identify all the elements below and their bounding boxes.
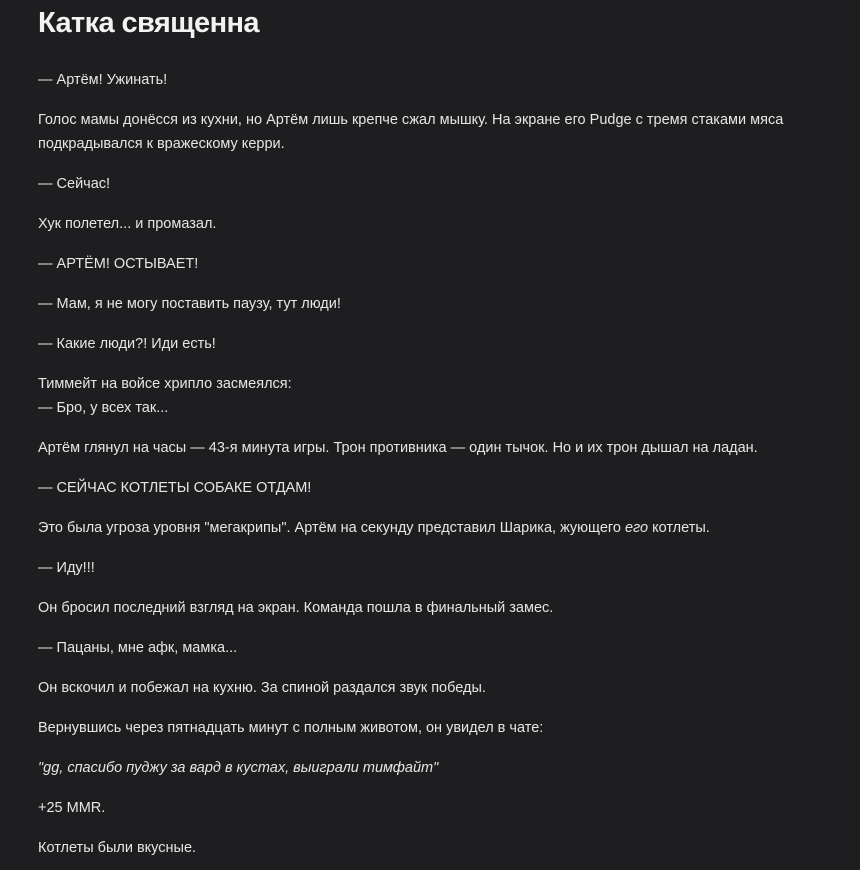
story-paragraph-14: — Пацаны, мне афк, мамка... — [38, 640, 238, 656]
story-paragraph-8-line-1: Тиммейт на войсе хрипло засмеялся: — [38, 376, 292, 392]
story-paragraph-9: Артём глянул на часы — 43-я минута игры. Трон противника — один тычок. Но и их трон дышал на ладан. — [38, 440, 758, 456]
story-paragraph-8-line-2: — Бро, у всех так... — [38, 400, 169, 416]
story-title: Катка священна — [38, 7, 259, 39]
story-paragraph-13: Он бросил последний взгляд на экран. Команда пошла в финальный замес. — [38, 600, 554, 616]
story-paragraph-18: +25 MMR. — [38, 800, 106, 816]
story-paragraph-11 — [38, 516, 818, 540]
story-paragraph-5: — АРТЁМ! ОСТЫВАЕТ! — [38, 256, 199, 272]
story-paragraph-11-before: Это была угроза уровня "мегакрипы". Артём на секунду представил Шарика, жующего — [38, 520, 625, 536]
story-paragraph-7: — Какие люди?! Иди есть! — [38, 336, 216, 352]
story-paragraph-3: — Сейчас! — [38, 176, 111, 192]
story-paragraph-4: Хук полетел... и промазал. — [38, 216, 217, 232]
story-paragraph-15: Он вскочил и побежал на кухню. За спиной раздался звук победы. — [38, 680, 486, 696]
story-paragraph-16: Вернувшись через пятнадцать минут с полным животом, он увидел в чате: — [38, 720, 544, 736]
story-paragraph-6: — Мам, я не могу поставить паузу, тут люди! — [38, 296, 341, 312]
story-paragraph-11-emphasis: его — [624, 520, 649, 536]
story-paragraph-1: — Артём! Ужинать! — [38, 72, 168, 88]
story-paragraph-8 — [38, 372, 818, 420]
story-paragraph-2: Голос мамы донёсся из кухни, но Артём лишь крепче сжал мышку. На экране его Pudge с тремя стаками мяса подкрадывался к вражескому керри. — [38, 112, 784, 152]
story-chat-quote: "gg, спасибо пуджу за вард в кустах, выиграли тимфайт" — [38, 760, 439, 776]
story-paragraph-10: — СЕЙЧАС КОТЛЕТЫ СОБАКЕ ОТДАМ! — [38, 480, 312, 496]
story-paragraph-11-after: котлеты. — [648, 520, 710, 536]
story-paragraph-12: — Иду!!! — [38, 560, 95, 576]
story-paragraph-19: Котлеты были вкусные. — [38, 840, 197, 856]
